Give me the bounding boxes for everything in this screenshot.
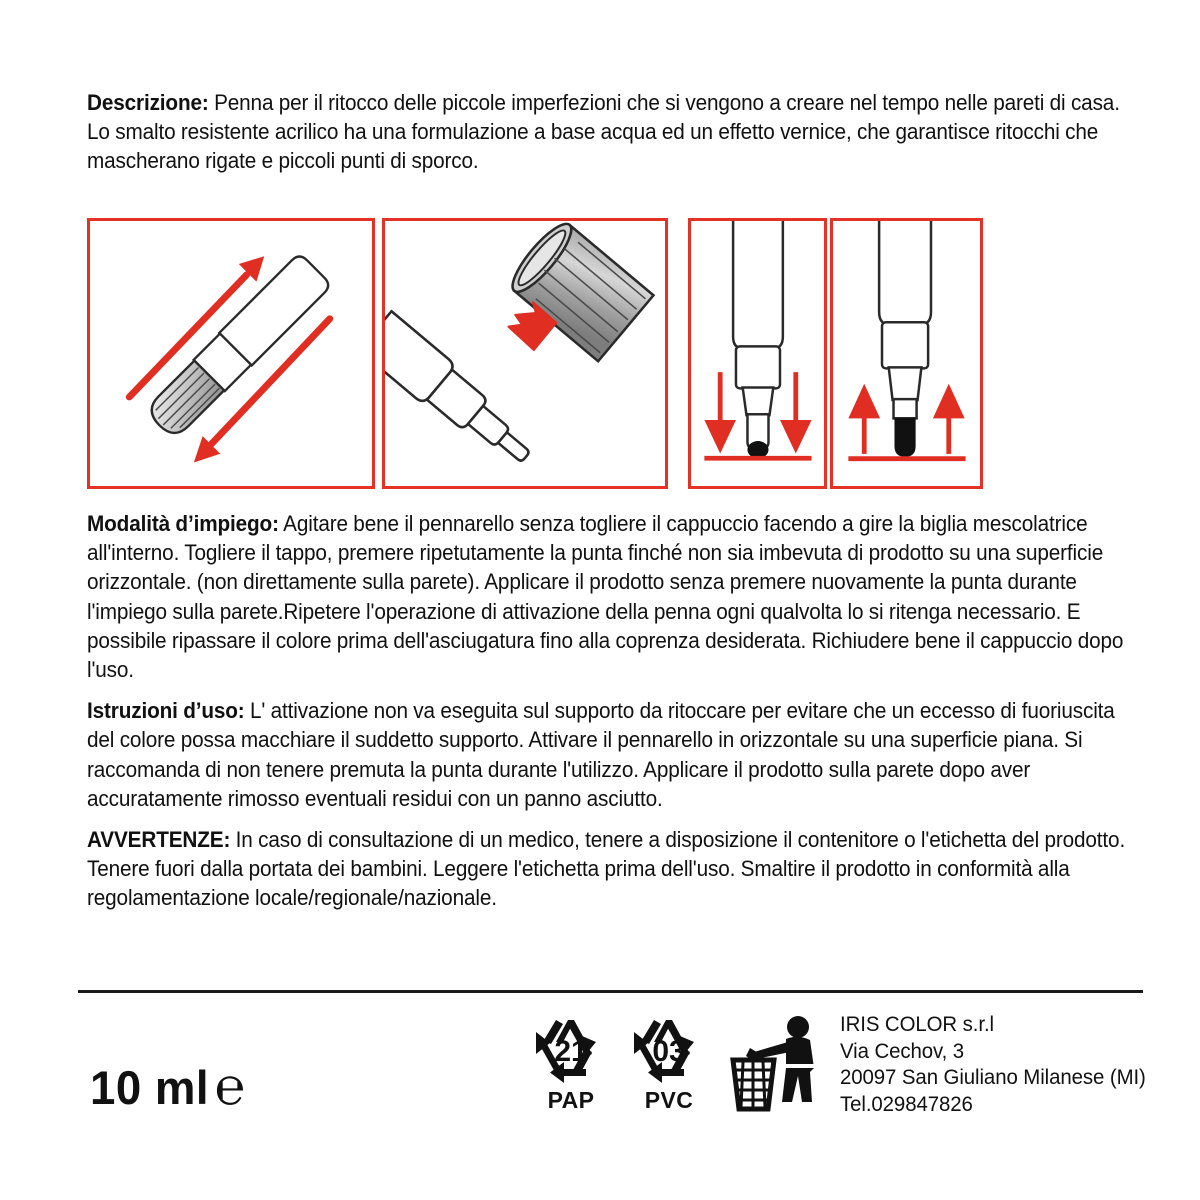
net-volume-value: 10 ml: [90, 1061, 210, 1114]
recycling-material-pap: PAP: [547, 1087, 595, 1113]
lift-pen-up-illustration: [833, 221, 980, 486]
footer-divider: [78, 990, 1143, 993]
section-modalita-impiego-body: Agitare bene il pennarello senza togliere il cappuccio facendo a gire la biglia mescolatrice all'interno. Togliere il tappo, premere ripetutamente la punta finché non sia imbevuta di prodotto su una superficie orizzontale. (non direttamente sulla parete). Applicare il prodotto senza premere nuovamente la punta durante l'impiego sulla parete.Ripetere l'operazione di attivazione della penna ogni qualvolta lo si ritenga necessario. E possibile ripassare il colore prima dell'asciugatura fino alla coprenza desiderata. Richiudere bene il cappuccio dopo l'uso.: [87, 511, 1124, 683]
recycling-code-number: 03: [652, 1035, 686, 1068]
tidy-man-bin-icon: [728, 1012, 824, 1112]
section-descrizione: [87, 88, 1143, 176]
label-text-area: [87, 88, 1145, 176]
panel-remove-cap: [382, 218, 668, 489]
shake-pen-diagonal-illustration: [90, 221, 372, 486]
company-phone: Tel.029847826: [840, 1091, 973, 1116]
recycling-triangle-icon: [628, 1012, 710, 1086]
recycling-code-number: 21: [554, 1035, 588, 1068]
recycling-material-pvc: PVC: [644, 1087, 694, 1113]
section-istruzioni-uso-heading: Istruzioni d’uso:: [87, 698, 245, 724]
section-descrizione-body: Penna per il ritocco delle piccole imperfezioni che si vengono a creare nel tempo nelle pareti di casa. Lo smalto resistente acrilico ha una formulazione a base acqua ed un effetto vernice, che garantisce ritocchi che mascherano rigate e piccoli punti di sporco.: [87, 90, 1120, 174]
tidy-man-container: [728, 1012, 824, 1117]
press-tip-down-illustration: [691, 221, 824, 486]
panel-shake-pen: [87, 218, 375, 489]
manufacturer-address-block: [840, 1011, 1146, 1117]
section-modalita-impiego-heading: Modalità d’impiego:: [87, 511, 279, 536]
section-avvertenze-body: In caso di consultazione di un medico, tenere a disposizione il contenitore o l'etichetta del prodotto. Tenere fuori dalla portata dei bambini. Leggere l'etichetta prima dell'uso. Smaltire il prodotto in conformità alla regolamentazione locale/regionale/nazionale.: [87, 827, 1126, 911]
illustration-panel-strip: [87, 218, 983, 489]
estimated-sign-icon: ℮: [214, 1058, 246, 1116]
recycling-symbols-row: [528, 1012, 824, 1117]
panel-press-tip: [688, 218, 827, 489]
label-text-area-lower: [87, 509, 1145, 913]
recycling-symbol-pap: [528, 1012, 614, 1113]
panel-lift-tip: [830, 218, 983, 489]
company-street: Via Cechov, 3: [840, 1038, 965, 1063]
company-city: 20097 San Giuliano Milanese (MI): [840, 1065, 1146, 1089]
company-name: IRIS COLOR s.r.l: [840, 1012, 994, 1036]
remove-cap-illustration: [385, 221, 665, 486]
section-istruzioni-uso-body: L' attivazione non va eseguita sul supporto da ritoccare per evitare che un eccesso di fuoriuscita del colore possa macchiare il suddetto supporto. Attivare il pennarello in orizzontale su una superficie piana. Si raccomanda di non tenere premuta la punta durante l'utilizzo. Applicare il prodotto sulla parete dopo aver accuratamente rimosso eventuali residui con un panno asciutto.: [87, 698, 1115, 811]
section-descrizione-heading: Descrizione:: [87, 90, 209, 115]
section-modalita-impiego: [87, 509, 1143, 684]
recycling-symbol-pvc: [626, 1012, 712, 1113]
section-avvertenze: [87, 825, 1143, 913]
net-volume: [90, 1058, 246, 1116]
section-istruzioni-uso: [87, 696, 1143, 813]
section-avvertenze-heading: AVVERTENZE:: [87, 827, 231, 853]
recycling-triangle-icon: [530, 1012, 612, 1086]
